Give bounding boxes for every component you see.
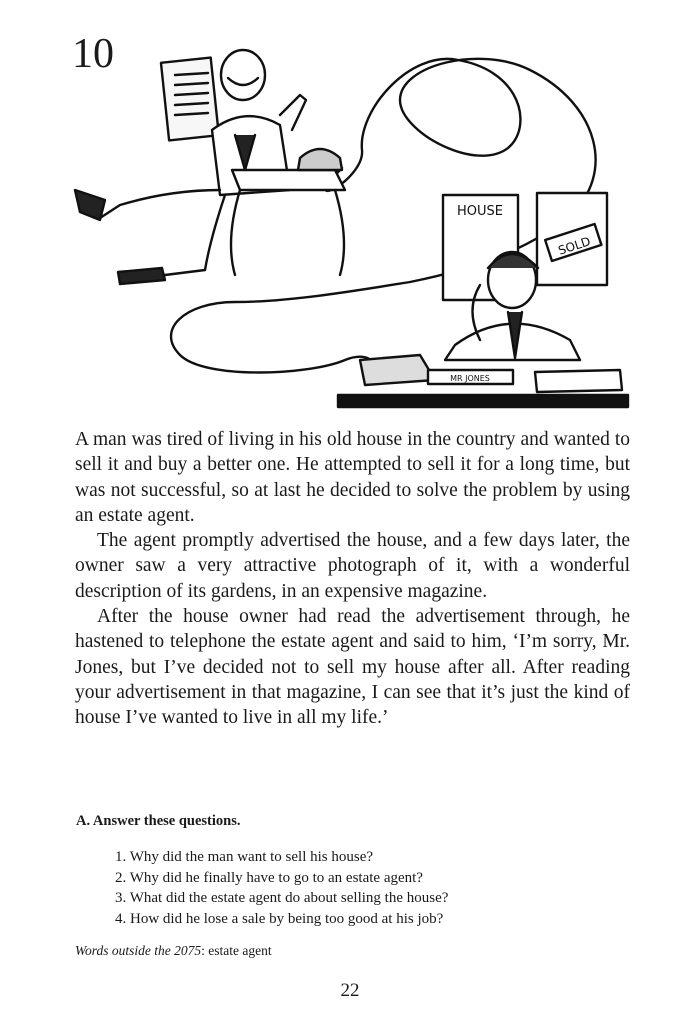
question-item: 3. What did the estate agent do about selling the house? [115, 890, 449, 906]
story-paragraph: After the house owner had read the advertisement through, he hastened to telephone the estate agent and said to him, ‘I’m sorry, Mr. Jones, but I’ve decided not to sell my house after all. After reading your advertisement in that magazine, I can see that it’s just the kind of house I’ve wanted to live in all my life.’ [75, 606, 630, 729]
lesson-number: 10 [72, 31, 114, 77]
name-plate-label: MR JONES [450, 374, 490, 383]
vocabulary-note [75, 943, 272, 959]
question-item: 2. Why did he finally have to go to an estate agent? [115, 869, 423, 886]
question-list [115, 847, 448, 929]
happy-man-figure [75, 50, 306, 284]
story-paragraph: A man was tired of living in his old house in the country and wanted to sell it and buy a better one. He attempted to sell it for a long time, but was not successful, so at last he decided to solve the problem by using an estate agent. [75, 429, 630, 526]
sold-sign-label: SOLD [556, 234, 593, 258]
agent-desk [338, 395, 628, 407]
story-paragraph: The agent promptly advertised the house, and a few days later, the owner saw a very attractive photograph of it, with a wonderful description of its gardens, in an expensive magazine. [75, 530, 630, 602]
vocabulary-words: estate agent [208, 943, 272, 958]
house-poster-label: HOUSE [457, 204, 503, 219]
vocabulary-separator: : [201, 943, 205, 958]
page-number: 22 [340, 980, 360, 1001]
vocabulary-label: Words outside the 2075 [75, 943, 202, 958]
story-text [75, 427, 630, 731]
exercise-heading: A. Answer these questions. [76, 813, 241, 829]
phone-call-illustration [60, 40, 650, 415]
question-item: 4. How did he lose a sale by being too good at his job? [115, 910, 444, 927]
question-item: 1. Why did the man want to sell his house? [115, 849, 374, 865]
